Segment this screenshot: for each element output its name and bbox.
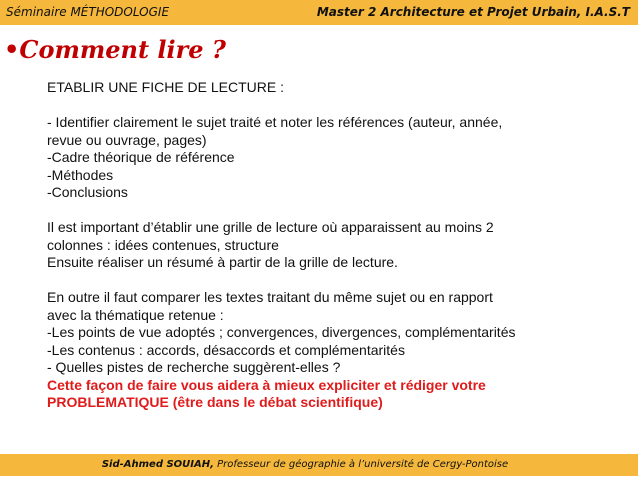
text-line: avec la thématique retenue : [47, 306, 224, 323]
text-line: revue ou ouvrage, pages) [47, 131, 207, 148]
text-line: -Les contenus : accords, désaccords et complémentarités [47, 341, 405, 358]
text-line: En outre il faut comparer les textes traitant du même sujet ou en rapport [47, 289, 493, 305]
text-line: -Cadre théorique de référence [47, 149, 235, 165]
text-line: - Identifier clairement le sujet traité et noter les références (auteur, année, [47, 114, 503, 130]
text-line: Il est important d’établir une grille de lecture où apparaissent au moins 2 [47, 219, 494, 235]
title-text: Comment lire ? [19, 35, 226, 64]
text-line: -Méthodes [47, 166, 114, 183]
slide-title [4, 36, 226, 64]
text-line: -Les points de vue adoptés ; convergences, divergences, complémentarités [47, 324, 516, 340]
text-line: Ensuite réaliser un résumé à partir de la grille de lecture. [47, 254, 398, 270]
author-affiliation: Professeur de géographie à l’université de Cergy-Pontoise [213, 459, 509, 470]
author-name: Sid-Ahmed SOUIAH, [101, 459, 214, 470]
text-line: -Conclusions [47, 184, 128, 200]
slide-body [47, 79, 622, 412]
highlight-line: PROBLEMATIQUE (être dans le débat scientifique) [47, 394, 383, 410]
title-bullet: • [4, 35, 20, 64]
text-line: - Quelles pistes de recherche suggèrent-elles ? [47, 359, 341, 375]
text-line: colonnes : idées contenues, structure [47, 236, 279, 253]
footer-bar [0, 454, 638, 476]
seminar-label: Séminaire MÉTHODOLOGIE [6, 5, 170, 19]
header-bar [0, 0, 638, 25]
master-label: Master 2 Architecture et Projet Urbain, I.A.S.T [316, 5, 630, 19]
highlight-line: Cette façon de faire vous aidera à mieux expliciter et rédiger votre [47, 376, 486, 393]
section-heading: ETABLIR UNE FICHE DE LECTURE : [47, 79, 285, 95]
